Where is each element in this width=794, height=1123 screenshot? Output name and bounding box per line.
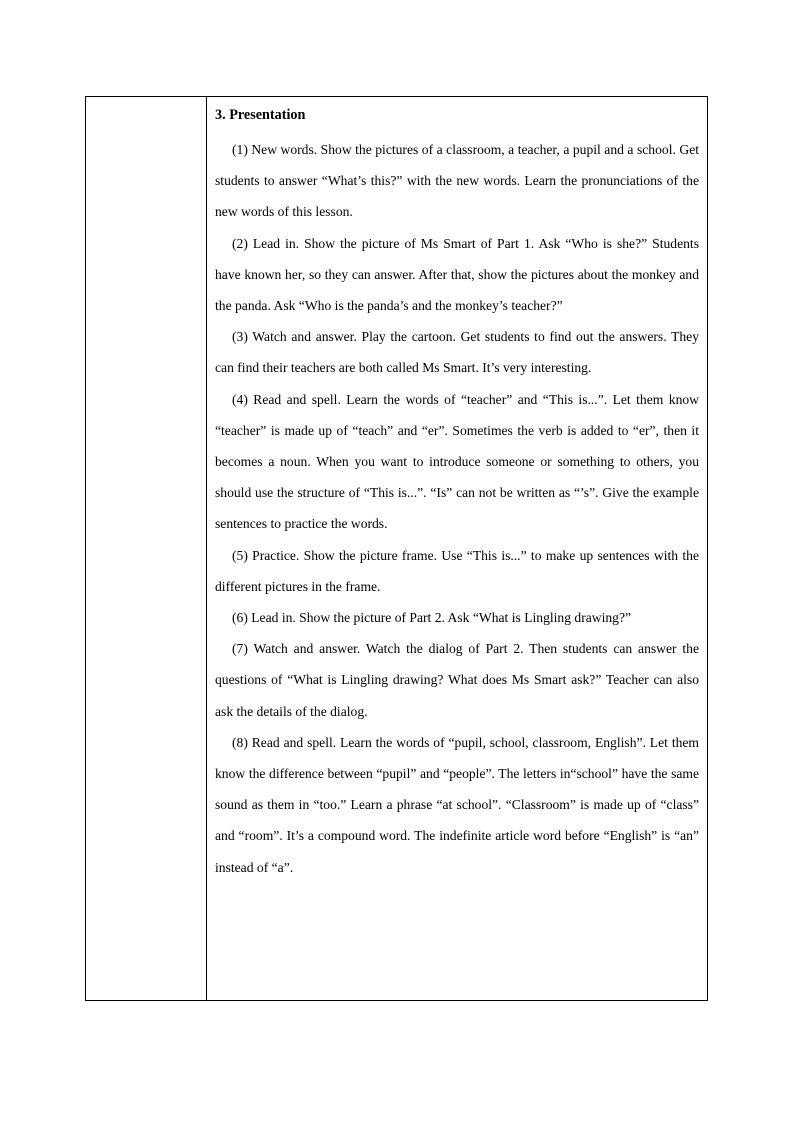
lesson-plan-table [85,96,708,1001]
paragraph-watch-answer-2: (7) Watch and answer. Watch the dialog of Part 2. Then students can answer the questions of “What is Lingling drawing? What does Ms Smart ask?” Teacher can also ask the details of the dialog. [215,641,699,719]
section-title: 3. Presentation [215,107,306,123]
paragraph-practice: (5) Practice. Show the picture frame. Use “This is...” to make up sentences with the different pictures in the frame. [215,547,699,594]
paragraph-lead-in-2: (6) Lead in. Show the picture of Part 2. Ask “What is Lingling drawing?” [232,610,632,626]
step-content-cell [207,97,707,1000]
paragraph-read-spell-1: (4) Read and spell. Learn the words of “teacher” and “This is...”. Let them know “teacher” is made up of “teach” and “er”. Sometimes the verb is added to “er”, then it becomes a noun. When you want to introduce someone or something to others, you should use the structure of “This is...”. “Is” can not be written as “’s”. Give the example sentences to practice the words. [215,391,699,532]
paragraph-read-spell-2: (8) Read and spell. Learn the words of “pupil, school, classroom, English”. Let them know the difference between “pupil” and “people”. The letters in“school” have the same sound as them in “too.” Learn a phrase “at school”. “Classroom” is made up of “class” and “room”. It’s a compound word. The indefinite article word before “English” is “an” instead of “a”. [215,734,699,875]
paragraph-lead-in-1: (2) Lead in. Show the picture of Ms Smart of Part 1. Ask “Who is she?” Students have known her, so they can answer. After that, show the pictures about the monkey and the panda. Ask “Who is the panda’s and the monkey’s teacher?” [215,235,699,314]
step-label-cell [86,97,207,1000]
paragraph-watch-answer-1: (3) Watch and answer. Play the cartoon. Get students to find out the answers. They can find their teachers are both called Ms Smart. It’s very interesting. [215,329,699,376]
paragraph-new-words: (1) New words. Show the pictures of a classroom, a teacher, a pupil and a school. Get students to answer “What’s this?” with the new words. Learn the pronunciations of the new words of this lesson. [215,142,699,220]
